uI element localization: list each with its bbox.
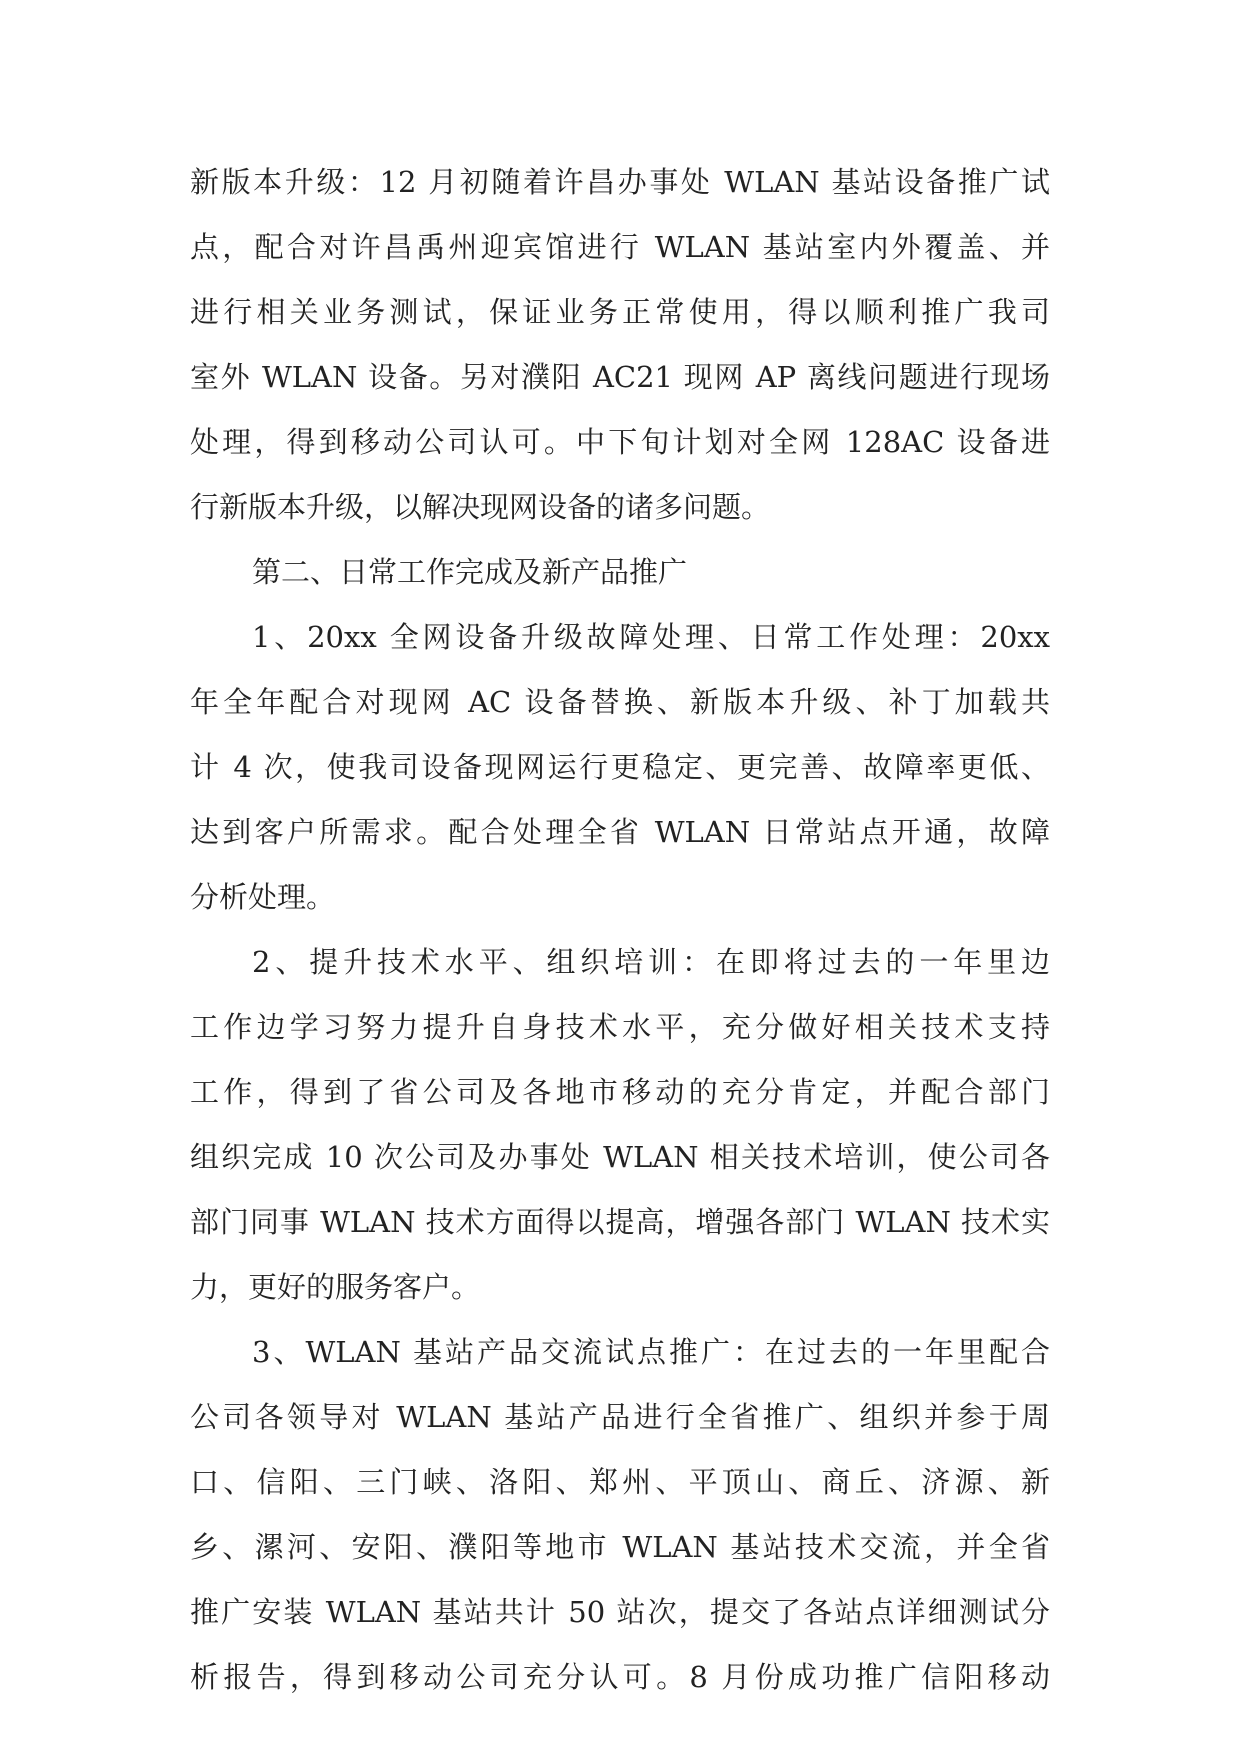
paragraph-version-upgrade (190, 150, 1050, 540)
paragraph-item-3 (190, 1320, 1050, 1710)
text-line: 1、20xx 全网设备升级故障处理、日常工作处理：20xx (252, 620, 1050, 654)
text-line: 3、WLAN 基站产品交流试点推广：在过去的一年里配合 (252, 1335, 1050, 1369)
text-line: 年全年配合对现网 AC 设备替换、新版本升级、补丁加载共 (190, 685, 1050, 719)
text-line: 新版本升级：12 月初随着许昌办事处 WLAN 基站设备推广试 (190, 165, 1050, 199)
heading-line: 第二、日常工作完成及新产品推广 (252, 555, 688, 589)
text-line: 行新版本升级，以解决现网设备的诸多问题。 (190, 490, 771, 524)
paragraph-item-1 (190, 605, 1050, 930)
text-line: 处理，得到移动公司认可。中下旬计划对全网 128AC 设备进 (190, 425, 1050, 459)
text-line: 部门同事 WLAN 技术方面得以提高，增强各部门 WLAN 技术实 (190, 1205, 1050, 1239)
text-line: 推广安装 WLAN 基站共计 50 站次，提交了各站点详细测试分 (190, 1595, 1050, 1629)
text-line: 力，更好的服务客户。 (190, 1270, 481, 1304)
text-line: 进行相关业务测试，保证业务正常使用，得以顺利推广我司 (190, 295, 1050, 329)
text-line: 公司各领导对 WLAN 基站产品进行全省推广、组织并参于周 (190, 1400, 1050, 1434)
text-line: 达到客户所需求。配合处理全省 WLAN 日常站点开通，故障 (190, 815, 1050, 849)
text-line: 2、提升技术水平、组织培训：在即将过去的一年里边 (252, 945, 1050, 979)
text-line: 析报告，得到移动公司充分认可。8 月份成功推广信阳移动 (190, 1660, 1050, 1694)
document-body (190, 150, 1050, 1710)
text-line: 计 4 次，使我司设备现网运行更稳定、更完善、故障率更低、 (190, 750, 1050, 784)
text-line: 组织完成 10 次公司及办事处 WLAN 相关技术培训，使公司各 (190, 1140, 1050, 1174)
text-line: 口、信阳、三门峡、洛阳、郑州、平顶山、商丘、济源、新 (190, 1465, 1050, 1499)
text-line: 工作，得到了省公司及各地市移动的充分肯定，并配合部门 (190, 1075, 1050, 1109)
text-line: 乡、漯河、安阳、濮阳等地市 WLAN 基站技术交流，并全省 (190, 1530, 1050, 1564)
paragraph-item-2 (190, 930, 1050, 1320)
text-line: 室外 WLAN 设备。另对濮阳 AC21 现网 AP 离线问题进行现场 (190, 360, 1050, 394)
text-line: 分析处理。 (190, 880, 336, 914)
text-line: 工作边学习努力提升自身技术水平，充分做好相关技术支持 (190, 1010, 1050, 1044)
text-line: 点，配合对许昌禹州迎宾馆进行 WLAN 基站室内外覆盖、并 (190, 230, 1050, 264)
section-heading (190, 540, 1050, 605)
